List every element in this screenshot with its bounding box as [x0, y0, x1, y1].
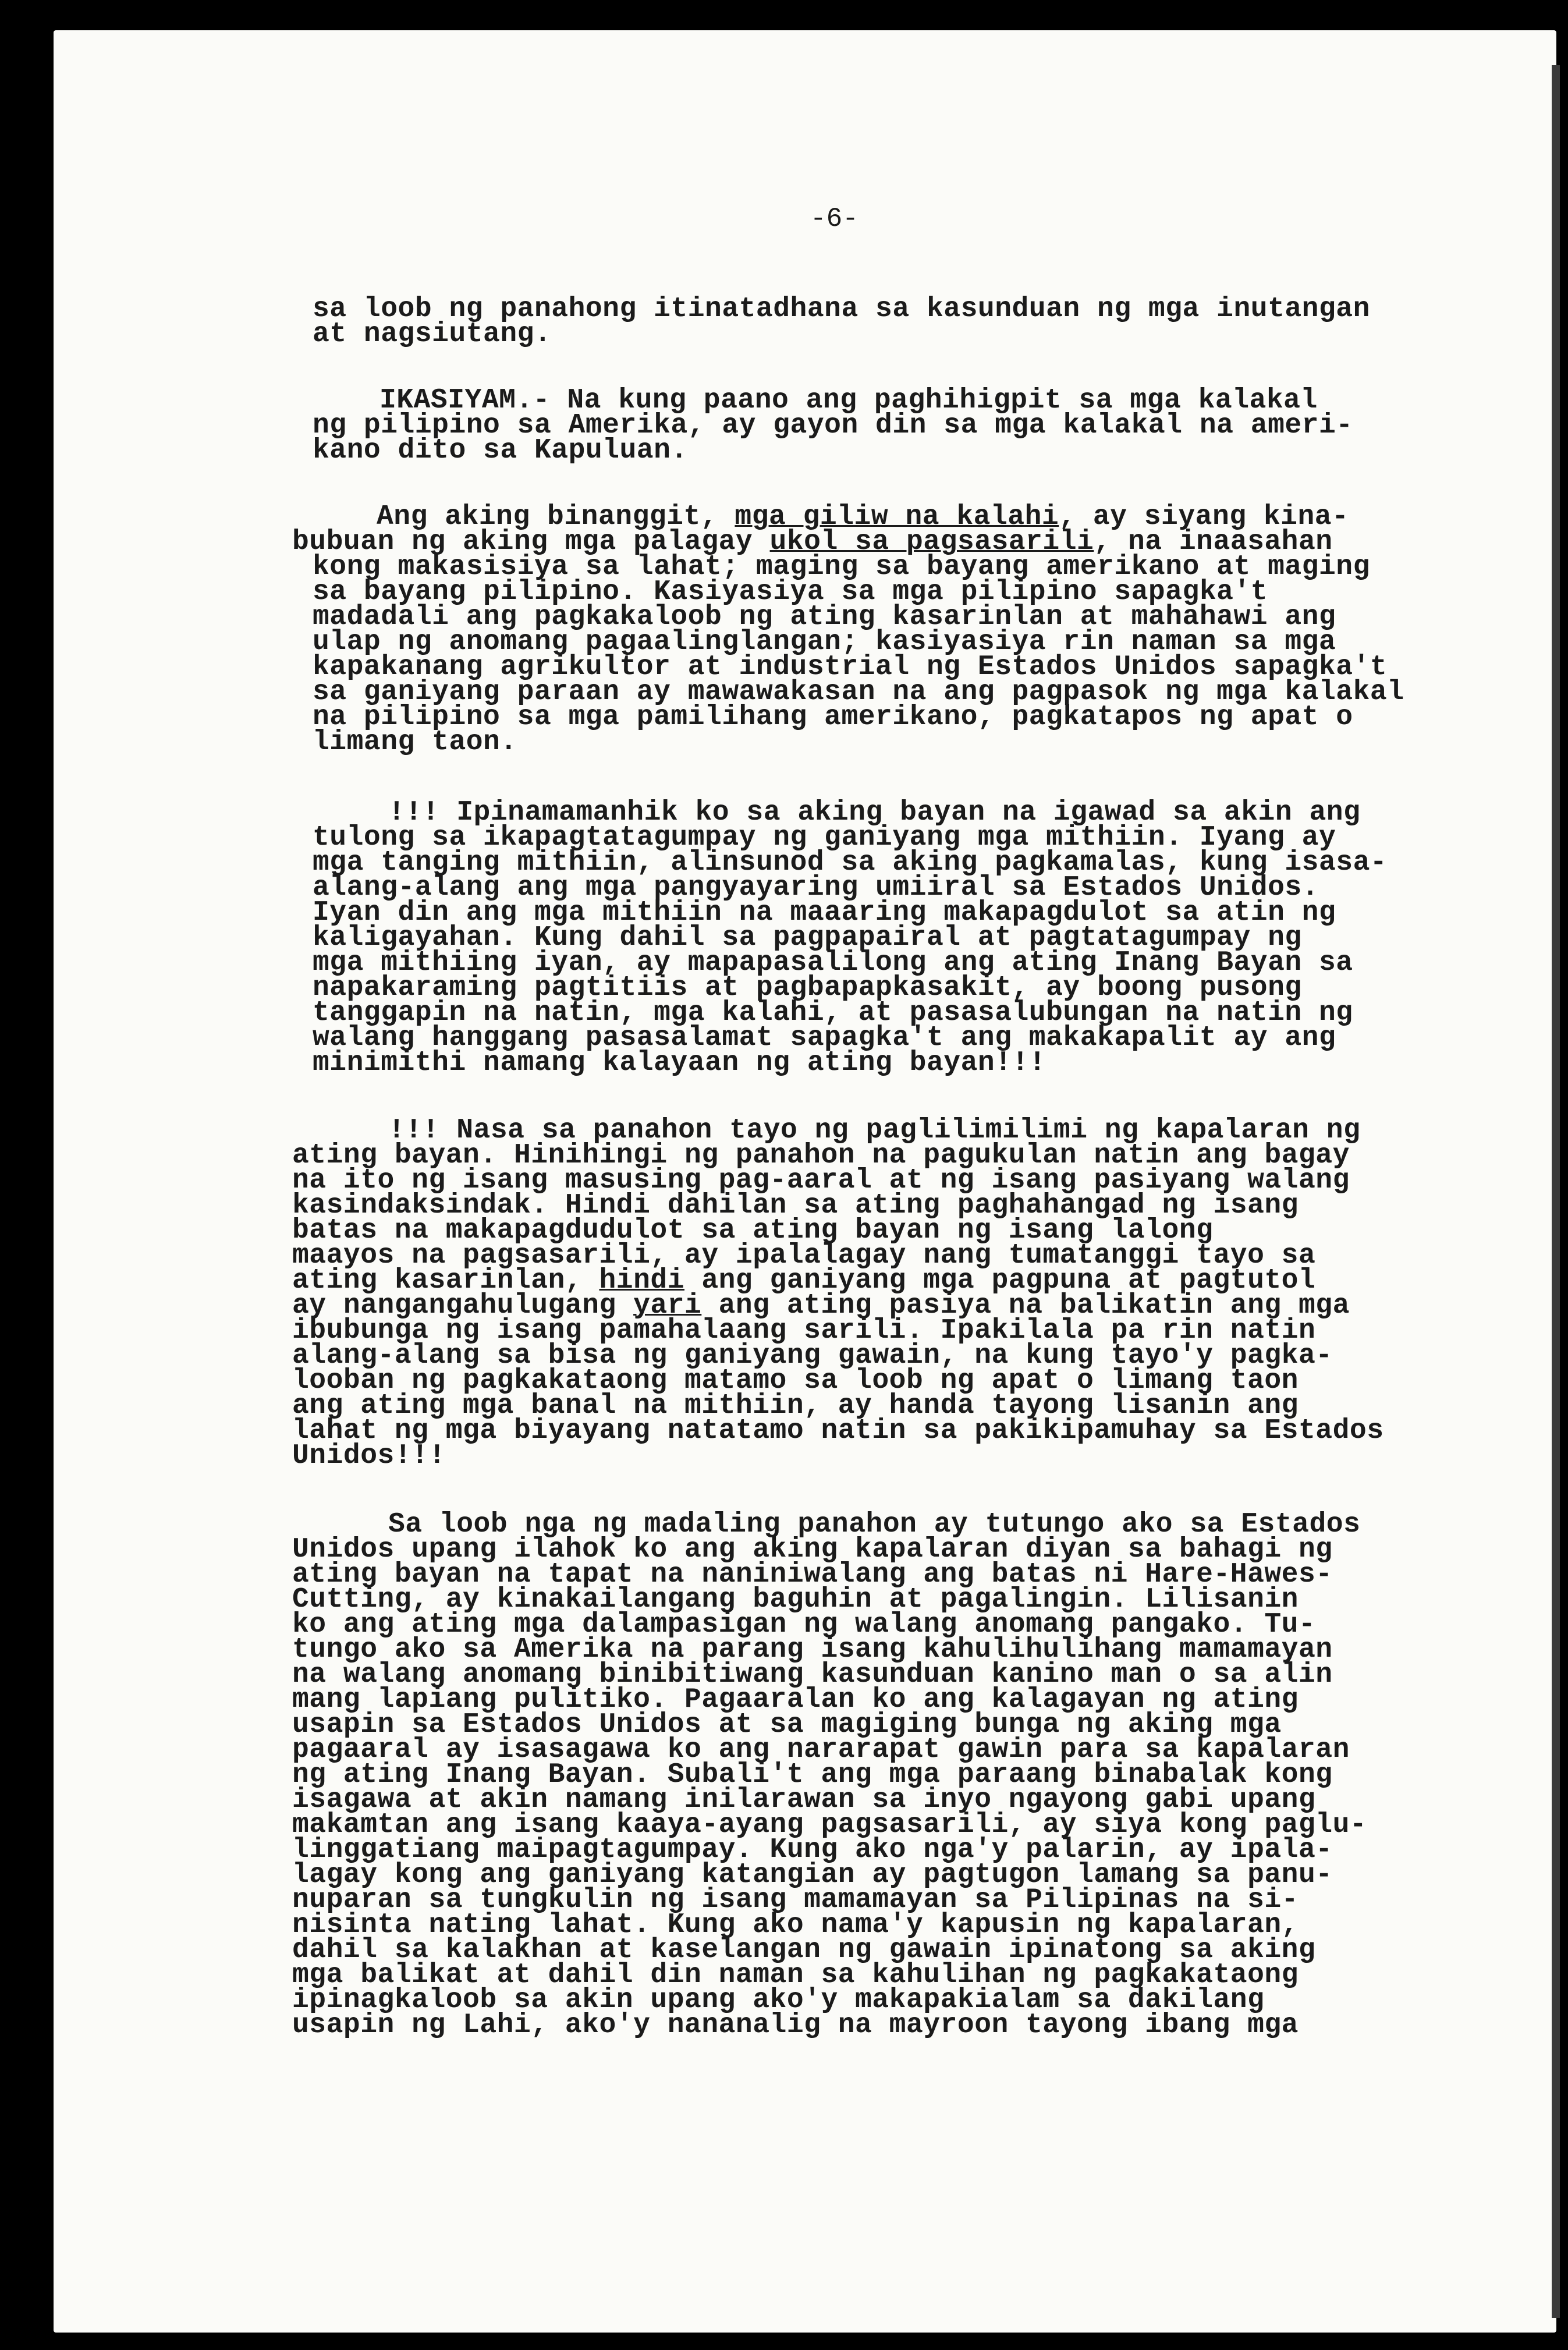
text-line: sa ganiyang paraan ay mawawakasan na ang pagpasok ng mga kalakal	[313, 676, 1404, 708]
text-line: batas na makapagdudulot sa ating bayan ng isang lalong	[292, 1215, 1214, 1246]
text-line: Sa loob nga ng madaling panahon ay tutungo ako sa Estados	[388, 1509, 1361, 1540]
text-line: ating bayan na tapat na naniniwalang ang batas ni Hare-Hawes-	[292, 1559, 1333, 1590]
text-line: nisinta nating lahat. Kung ako nama'y kapusin ng kapalaran,	[292, 1909, 1299, 1941]
text-line-with-underline: Ang aking binanggit, mga giliw na kalahi, ay siyang kina-	[377, 501, 1349, 533]
text-line: maayos na pagsasarili, ay ipalalagay nang tumatanggi tayo sa	[292, 1240, 1316, 1271]
page-number: -6-	[810, 204, 859, 234]
text-line: makamtan ang isang kaaya-ayang pagsasarili, ay siya kong paglu-	[292, 1809, 1367, 1841]
text-line: limang taon.	[313, 726, 517, 758]
text-line: sa bayang pilipino. Kasiyasiya sa mga pilipino sapagka't	[313, 576, 1268, 608]
text-line: tungo ako sa Amerika na parang isang kahulihulihang mamamayan	[292, 1634, 1333, 1665]
text-line: at nagsiutang.	[313, 318, 552, 350]
text-line: kano dito sa Kapuluan.	[313, 435, 688, 466]
text-line: usapin ng Lahi, ako'y nananalig na mayroon tayong ibang mga	[292, 2009, 1299, 2041]
text-line: linggatiang maipagtagumpay. Kung ako nga'y palarin, ay ipala-	[292, 1834, 1333, 1866]
text-line: na walang anomang binibitiwang kasunduan kanino man o sa alin	[292, 1659, 1333, 1690]
text-line: lagay kong ang ganiyang katangian ay pagtugon lamang sa panu-	[292, 1859, 1333, 1891]
text-line: usapin sa Estados Unidos at sa magiging bunga ng aking mga	[292, 1709, 1282, 1741]
text-line: Iyan din ang mga mithiin na maaaring makapagdulot sa atin ng	[313, 897, 1336, 928]
underlined-phrase: hindi	[599, 1265, 685, 1296]
text-line: lahat ng mga biyayang natatamo natin sa pakikipamuhay sa Estados	[292, 1415, 1384, 1447]
text-line: tanggapin na natin, mga kalahi, at pasasalubungan na natin ng	[313, 997, 1353, 1029]
text-line: mga balikat at dahil din naman sa kahulihan ng pagkakataong	[292, 1959, 1299, 1991]
text-line: mga tanging mithiin, alinsunod sa aking pagkamalas, kung isasa-	[313, 847, 1388, 878]
text-line: ang ating mga banal na mithiin, ay handa tayong lisanin ang	[292, 1390, 1299, 1422]
text-line: IKASIYAM.- Na kung paano ang paghihigpit sa mga kalakal	[379, 385, 1318, 416]
text-line: Unidos upang ilahok ko ang aking kapalaran diyan sa bahagi ng	[292, 1534, 1333, 1565]
underlined-phrase: mga giliw na kalahi	[735, 501, 1059, 533]
text-line: walang hanggang pasasalamat sapagka't ang makakapalit ay ang	[313, 1022, 1336, 1054]
underlined-phrase: yari	[633, 1290, 702, 1321]
text-line-with-underline: ay nangangahulugang yari ang ating pasiya na balikatin ang mga	[292, 1290, 1350, 1321]
text-line: dahil sa kalakhan at kaselangan ng gawain ipinatong sa aking	[292, 1934, 1316, 1966]
text-line: Cutting, ay kinakailangang baguhin at pagalingin. Lilisanin	[292, 1584, 1299, 1615]
text-line: mga mithiing iyan, ay mapapasalilong ang ating Inang Bayan sa	[313, 947, 1353, 979]
text-line: !!! Nasa sa panahon tayo ng paglilimilimi ng kapalaran ng	[388, 1115, 1361, 1146]
text-line: mang lapiang pulitiko. Pagaaralan ko ang kalagayan ng ating	[292, 1684, 1299, 1715]
text-line-with-underline: bubuan ng aking mga palagay ukol sa pagsasarili, na inaasahan	[292, 526, 1333, 558]
text-line: kapakanang agrikultor at industrial ng Estados Unidos sapagka't	[313, 651, 1388, 683]
underlined-phrase: ukol sa pagsasarili	[769, 526, 1094, 558]
text-line: ating bayan. Hinihingi ng panahon na pagukulan natin ang bagay	[292, 1140, 1350, 1171]
text-line: na pilipino sa mga pamilihang amerikano, pagkatapos ng apat o	[313, 701, 1353, 733]
text-line-with-underline: ating kasarinlan, hindi ang ganiyang mga pagpuna at pagtutol	[292, 1265, 1316, 1296]
text-line: ko ang ating mga dalampasigan ng walang anomang pangako. Tu-	[292, 1609, 1316, 1640]
text-line: na ito ng isang masusing pag-aaral at ng isang pasiyang walang	[292, 1165, 1350, 1196]
text-line: ulap ng anomang pagaalinglangan; kasiyasiya rin naman sa mga	[313, 626, 1336, 658]
document-page	[54, 30, 1556, 2333]
text-line: alang-alang ang mga pangyayaring umiiral sa Estados Unidos.	[313, 872, 1319, 903]
text-line: isagawa at akin namang inilarawan sa inyo ngayong gabi upang	[292, 1784, 1316, 1816]
text-line: ibubunga ng isang pamahalaang sarili. Ipakilala pa rin natin	[292, 1315, 1316, 1346]
text-line: ng ating Inang Bayan. Subali't ang mga paraang binabalak kong	[292, 1759, 1333, 1791]
text-line: sa loob ng panahong itinatadhana sa kasunduan ng mga inutangan	[313, 293, 1370, 325]
text-line: ipinagkaloob sa akin upang ako'y makapakialam sa dakilang	[292, 1984, 1265, 2016]
text-line: kaligayahan. Kung dahil sa pagpapairal at pagtatagumpay ng	[313, 922, 1302, 954]
text-line: napakaraming pagtitiis at pagbapapkasakit, ay boong pusong	[313, 972, 1302, 1004]
text-line: ng pilipino sa Amerika, ay gayon din sa mga kalakal na ameri-	[313, 410, 1353, 441]
text-line: kasindaksindak. Hindi dahilan sa ating paghahangad ng isang	[292, 1190, 1299, 1221]
text-line: pagaaral ay isasagawa ko ang nararapat gawin para sa kapalaran	[292, 1734, 1350, 1766]
text-line: madadali ang pagkakaloob ng ating kasarinlan at mahahawi ang	[313, 601, 1336, 633]
text-line: Unidos!!!	[292, 1440, 446, 1472]
text-line: nuparan sa tungkulin ng isang mamamayan sa Pilipinas na si-	[292, 1884, 1299, 1916]
text-line: alang-alang sa bisa ng ganiyang gawain, na kung tayo'y pagka-	[292, 1340, 1333, 1371]
text-line: tulong sa ikapagtatagumpay ng ganiyang mga mithiin. Iyang ay	[313, 822, 1336, 853]
text-line: minimithi namang kalayaan ng ating bayan!!!	[313, 1047, 1046, 1079]
text-line: kong makasisiya sa lahat; maging sa bayang amerikano at maging	[313, 551, 1370, 583]
text-line: !!! Ipinamamanhik ko sa aking bayan na igawad sa akin ang	[388, 797, 1361, 828]
text-line: looban ng pagkakataong matamo sa loob ng apat o limang taon	[292, 1365, 1299, 1396]
